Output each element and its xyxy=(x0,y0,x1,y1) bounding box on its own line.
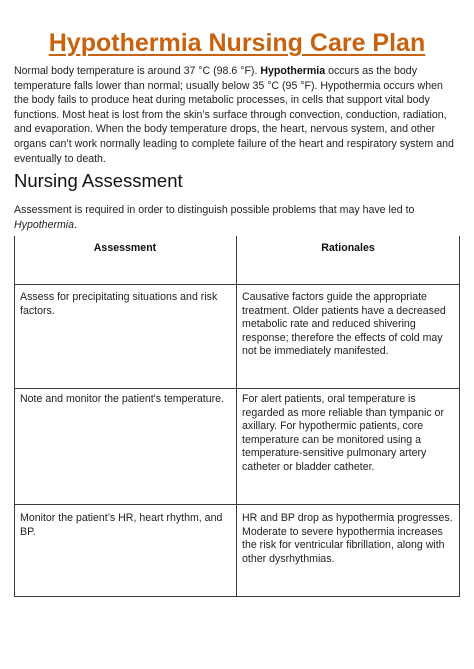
table-border-right xyxy=(459,236,460,597)
table-rule-row2 xyxy=(14,504,460,505)
table-cell-rationale: For alert patients, oral temperature is regarded as more reliable than tympanic or axillary. For hypothermic patients, core temperature can be monitored using a temperature-sensitive pulmonary artery catheter or bladder catheter. xyxy=(242,393,444,473)
intro-text-1: Normal body temperature is around 37 °C (98.6 °F). xyxy=(14,65,261,77)
table-cell-rationale: Causative factors guide the appropriate treatment. Older patients have a decreased metabolic rate and reduced shivering response; therefore the effects of cold may not be immediately manifested. xyxy=(242,291,446,358)
assessment-intro xyxy=(14,203,460,232)
table-cell-assessment: Note and monitor the patient's temperature. xyxy=(20,393,225,405)
table-header-rationales: Rationales xyxy=(321,242,375,254)
table-cell-rationale: HR and BP drop as hypothermia progresses. Moderate to severe hypothermia increases the risk for ventricular fibrillation, along with other dysrhythmias. xyxy=(242,512,453,565)
table-rule-row1 xyxy=(14,388,460,389)
assessment-intro-text-1: Assessment is required in order to distinguish possible problems that may have led to xyxy=(14,204,415,217)
section-heading: Nursing Assessment xyxy=(14,170,183,192)
intro-bold-term: Hypothermia xyxy=(260,65,326,77)
assessment-table xyxy=(14,236,460,597)
table-border-left xyxy=(14,236,15,597)
table-cell-assessment: Assess for precipitating situations and risk factors. xyxy=(20,291,218,317)
intro-text-2: occurs as the body temperature falls lower than normal; usually below 35 °C (95 °F). Hypothermia occurs when the body fails to produce heat during metabolic processes, in cells that support vital body functions. Most heat is lost from the skin’s surface through convection, conduction, radiation, and evaporation. When the body temperature drops, the heart, nervous system, and other organs can’t work normally leading to complete failure of the heart and respiratory system and eventually to death. xyxy=(14,65,454,165)
table-divider-middle xyxy=(236,236,237,597)
assessment-intro-text-2: . xyxy=(74,218,78,231)
table-header-assessment: Assessment xyxy=(93,242,157,254)
intro-paragraph xyxy=(14,64,460,166)
table-border-bottom xyxy=(14,596,460,597)
assessment-intro-italic: Hypothermia xyxy=(14,218,75,231)
document-title: Hypothermia Nursing Care Plan xyxy=(48,29,426,57)
table-cell-assessment: Monitor the patient’s HR, heart rhythm, and BP. xyxy=(20,512,223,538)
table-rule-header xyxy=(14,284,460,285)
